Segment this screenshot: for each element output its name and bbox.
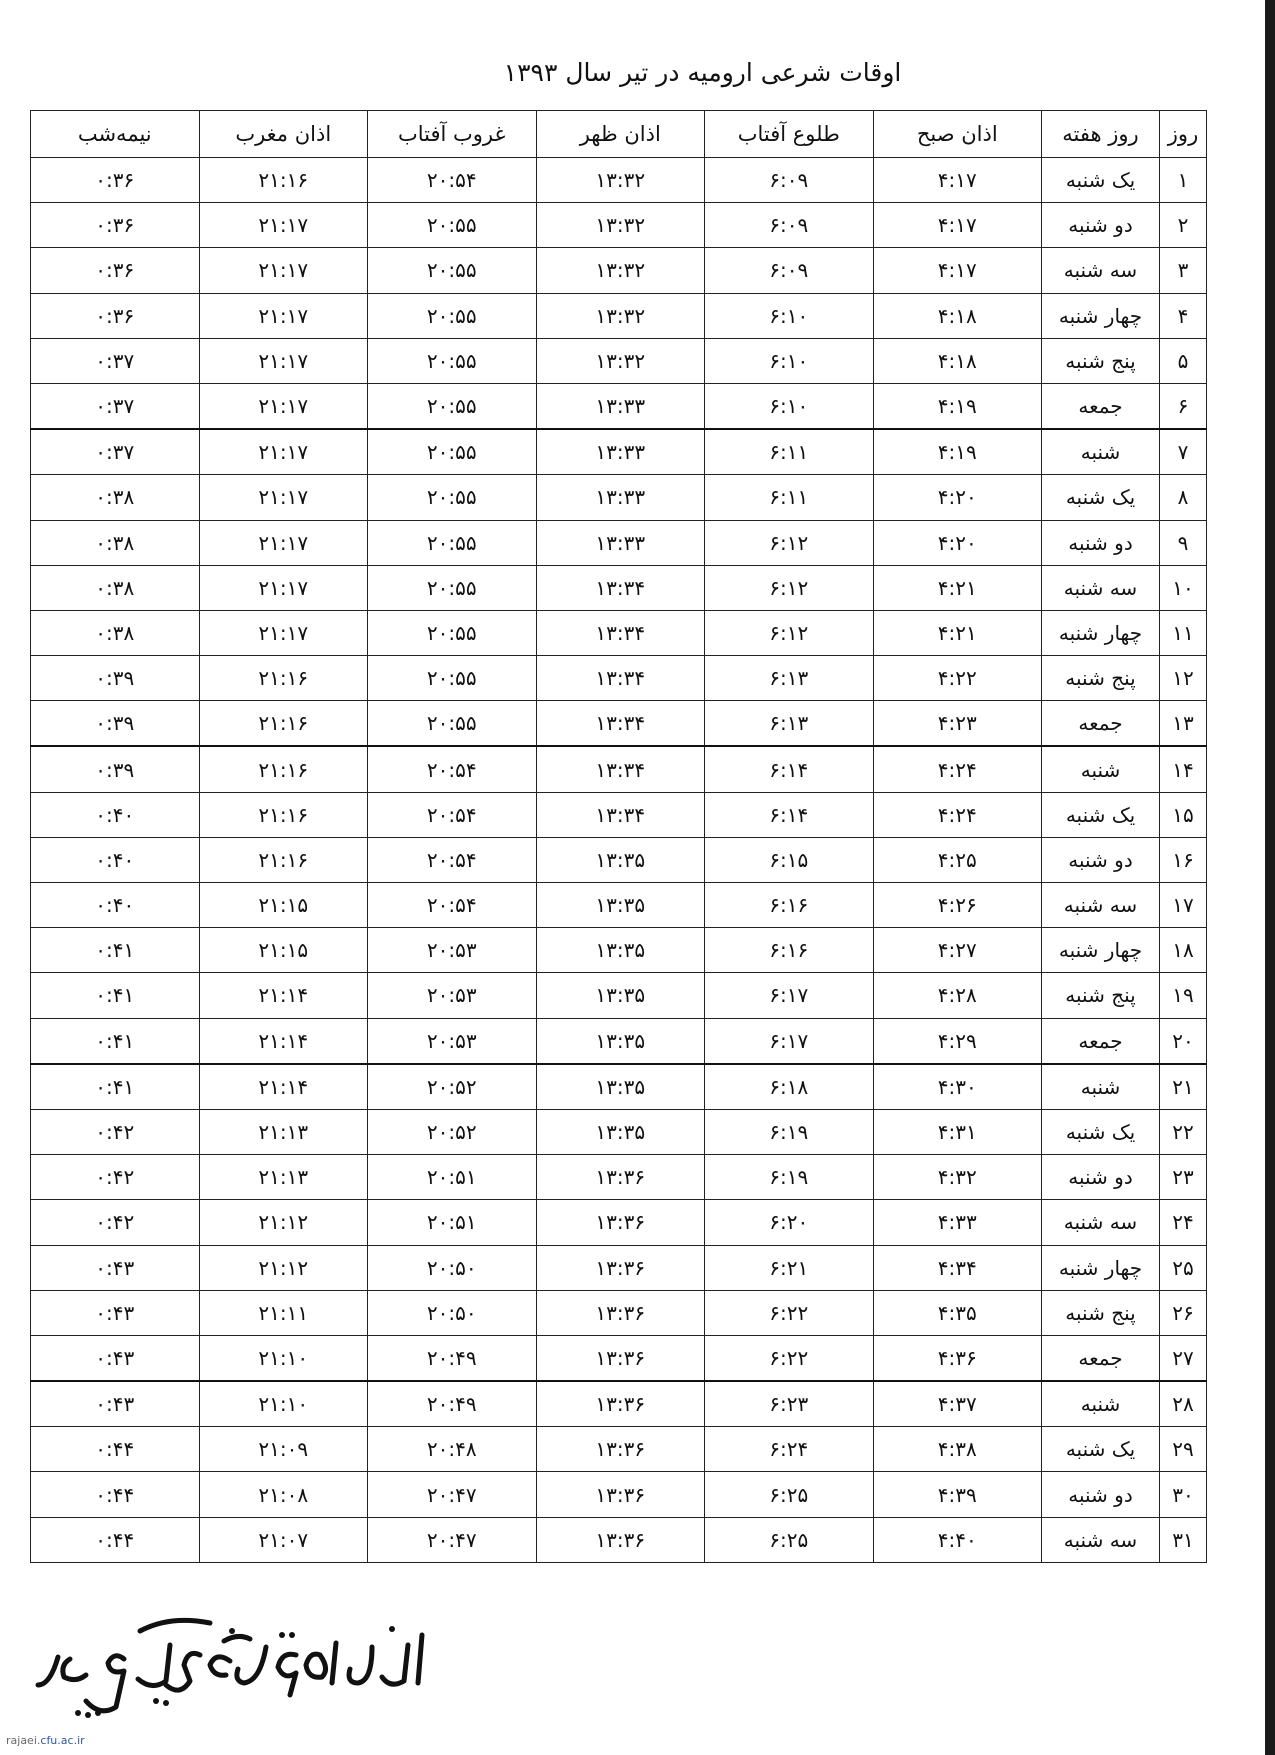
sunrise-cell: ۶:۱۵ [705, 837, 874, 882]
weekday-cell: جمعه [1042, 1018, 1160, 1064]
day-number-cell: ۳۱ [1160, 1517, 1207, 1562]
table-row [31, 248, 1207, 293]
table-row [31, 1245, 1207, 1290]
weekday-cell: سه شنبه [1042, 1200, 1160, 1245]
weekday-cell: یک شنبه [1042, 1427, 1160, 1472]
sunrise-cell: ۶:۲۵ [705, 1517, 874, 1562]
sunset-cell: ۲۰:۵۳ [368, 1018, 537, 1064]
day-number-cell: ۴ [1160, 293, 1207, 338]
sunrise-cell: ۶:۲۵ [705, 1472, 874, 1517]
sunset-cell: ۲۰:۵۳ [368, 973, 537, 1018]
maghrib-cell: ۲۱:۱۷ [199, 475, 368, 520]
midnight-cell: ۰:۳۹ [31, 701, 200, 747]
sunrise-cell: ۶:۱۸ [705, 1064, 874, 1110]
watermark-text: rajaei.cfu.ac.ir [6, 1734, 85, 1747]
table-row [31, 1427, 1207, 1472]
maghrib-cell: ۲۱:۱۷ [199, 203, 368, 248]
sunset-cell: ۲۰:۵۱ [368, 1155, 537, 1200]
sunset-cell: ۲۰:۴۸ [368, 1427, 537, 1472]
midnight-cell: ۰:۴۰ [31, 792, 200, 837]
sunrise-cell: ۶:۱۹ [705, 1155, 874, 1200]
table-row [31, 1200, 1207, 1245]
sunset-cell: ۲۰:۵۴ [368, 746, 537, 792]
dhuhr-cell: ۱۳:۳۲ [536, 158, 705, 203]
fajr-cell: ۴:۴۰ [873, 1517, 1042, 1562]
fajr-cell: ۴:۱۷ [873, 158, 1042, 203]
day-number-cell: ۱۸ [1160, 928, 1207, 973]
scan-edge [1265, 0, 1275, 1755]
sunset-cell: ۲۰:۵۴ [368, 837, 537, 882]
weekday-cell: دو شنبه [1042, 1155, 1160, 1200]
maghrib-cell: ۲۱:۱۲ [199, 1200, 368, 1245]
fajr-cell: ۴:۲۰ [873, 520, 1042, 565]
dhuhr-cell: ۱۳:۳۵ [536, 883, 705, 928]
dhuhr-cell: ۱۳:۳۴ [536, 565, 705, 610]
maghrib-cell: ۲۱:۱۷ [199, 293, 368, 338]
table-row [31, 1155, 1207, 1200]
day-number-cell: ۱۱ [1160, 610, 1207, 655]
fajr-cell: ۴:۳۹ [873, 1472, 1042, 1517]
sunrise-cell: ۶:۰۹ [705, 158, 874, 203]
sunset-cell: ۲۰:۴۷ [368, 1517, 537, 1562]
table-row [31, 383, 1207, 429]
table-row [31, 792, 1207, 837]
sunrise-cell: ۶:۱۴ [705, 746, 874, 792]
maghrib-cell: ۲۱:۱۷ [199, 338, 368, 383]
weekday-cell: چهار شنبه [1042, 1245, 1160, 1290]
sunset-cell: ۲۰:۵۵ [368, 429, 537, 475]
sunrise-cell: ۶:۱۹ [705, 1109, 874, 1154]
maghrib-cell: ۲۱:۱۶ [199, 837, 368, 882]
fajr-cell: ۴:۲۳ [873, 701, 1042, 747]
maghrib-cell: ۲۱:۱۵ [199, 883, 368, 928]
fajr-cell: ۴:۱۹ [873, 429, 1042, 475]
day-number-cell: ۱۲ [1160, 656, 1207, 701]
sunrise-cell: ۶:۱۷ [705, 973, 874, 1018]
sunset-cell: ۲۰:۵۵ [368, 565, 537, 610]
fajr-cell: ۴:۱۹ [873, 383, 1042, 429]
sunset-cell: ۲۰:۵۳ [368, 928, 537, 973]
sunset-cell: ۲۰:۵۵ [368, 248, 537, 293]
weekday-cell: شنبه [1042, 429, 1160, 475]
header-midnight: نیمه‌شب [31, 111, 200, 158]
fajr-cell: ۴:۲۱ [873, 610, 1042, 655]
day-number-cell: ۲۴ [1160, 1200, 1207, 1245]
maghrib-cell: ۲۱:۱۵ [199, 928, 368, 973]
weekday-cell: پنج شنبه [1042, 656, 1160, 701]
midnight-cell: ۰:۴۳ [31, 1335, 200, 1381]
dhuhr-cell: ۱۳:۳۵ [536, 1064, 705, 1110]
sunrise-cell: ۶:۱۱ [705, 429, 874, 475]
fajr-cell: ۴:۳۷ [873, 1381, 1042, 1427]
table-row [31, 1335, 1207, 1381]
midnight-cell: ۰:۴۴ [31, 1472, 200, 1517]
weekday-cell: شنبه [1042, 1381, 1160, 1427]
dhuhr-cell: ۱۳:۳۴ [536, 701, 705, 747]
fajr-cell: ۴:۲۵ [873, 837, 1042, 882]
day-number-cell: ۱ [1160, 158, 1207, 203]
day-number-cell: ۲۳ [1160, 1155, 1207, 1200]
weekday-cell: دو شنبه [1042, 1472, 1160, 1517]
fajr-cell: ۴:۲۴ [873, 746, 1042, 792]
fajr-cell: ۴:۳۸ [873, 1427, 1042, 1472]
maghrib-cell: ۲۱:۱۷ [199, 520, 368, 565]
day-number-cell: ۱۹ [1160, 973, 1207, 1018]
header-sunset: غروب آفتاب [368, 111, 537, 158]
midnight-cell: ۰:۴۰ [31, 883, 200, 928]
sunrise-cell: ۶:۱۶ [705, 883, 874, 928]
weekday-cell: جمعه [1042, 701, 1160, 747]
sunset-cell: ۲۰:۵۵ [368, 338, 537, 383]
weekday-cell: یک شنبه [1042, 158, 1160, 203]
dhuhr-cell: ۱۳:۳۴ [536, 610, 705, 655]
table-row [31, 1472, 1207, 1517]
fajr-cell: ۴:۱۷ [873, 248, 1042, 293]
maghrib-cell: ۲۱:۱۲ [199, 1245, 368, 1290]
sunset-cell: ۲۰:۵۵ [368, 610, 537, 655]
day-number-cell: ۸ [1160, 475, 1207, 520]
fajr-cell: ۴:۳۳ [873, 1200, 1042, 1245]
fajr-cell: ۴:۲۲ [873, 656, 1042, 701]
midnight-cell: ۰:۳۹ [31, 656, 200, 701]
weekday-cell: دو شنبه [1042, 837, 1160, 882]
dhuhr-cell: ۱۳:۳۶ [536, 1427, 705, 1472]
weekday-cell: یک شنبه [1042, 475, 1160, 520]
table-row [31, 973, 1207, 1018]
day-number-cell: ۲۲ [1160, 1109, 1207, 1154]
table-row [31, 429, 1207, 475]
midnight-cell: ۰:۴۳ [31, 1381, 200, 1427]
dhuhr-cell: ۱۳:۳۶ [536, 1245, 705, 1290]
table-row [31, 837, 1207, 882]
dhuhr-cell: ۱۳:۳۵ [536, 837, 705, 882]
header-day: روز [1160, 111, 1207, 158]
fajr-cell: ۴:۳۱ [873, 1109, 1042, 1154]
fajr-cell: ۴:۳۰ [873, 1064, 1042, 1110]
sunrise-cell: ۶:۱۰ [705, 383, 874, 429]
sunrise-cell: ۶:۲۲ [705, 1290, 874, 1335]
day-number-cell: ۲۵ [1160, 1245, 1207, 1290]
table-row [31, 1018, 1207, 1064]
midnight-cell: ۰:۳۷ [31, 429, 200, 475]
table-row [31, 565, 1207, 610]
maghrib-cell: ۲۱:۱۳ [199, 1109, 368, 1154]
sunrise-cell: ۶:۱۱ [705, 475, 874, 520]
table-row [31, 928, 1207, 973]
sunset-cell: ۲۰:۵۴ [368, 158, 537, 203]
weekday-cell: جمعه [1042, 1335, 1160, 1381]
weekday-cell: سه شنبه [1042, 248, 1160, 293]
maghrib-cell: ۲۱:۱۱ [199, 1290, 368, 1335]
fajr-cell: ۴:۲۷ [873, 928, 1042, 973]
sunset-cell: ۲۰:۵۵ [368, 293, 537, 338]
day-number-cell: ۱۵ [1160, 792, 1207, 837]
maghrib-cell: ۲۱:۰۸ [199, 1472, 368, 1517]
dhuhr-cell: ۱۳:۳۲ [536, 248, 705, 293]
table-row [31, 656, 1207, 701]
sunset-cell: ۲۰:۵۰ [368, 1290, 537, 1335]
sunrise-cell: ۶:۱۴ [705, 792, 874, 837]
sunrise-cell: ۶:۱۲ [705, 610, 874, 655]
midnight-cell: ۰:۳۹ [31, 746, 200, 792]
maghrib-cell: ۲۱:۱۶ [199, 701, 368, 747]
table-row [31, 746, 1207, 792]
midnight-cell: ۰:۴۱ [31, 928, 200, 973]
header-weekday: روز هفته [1042, 111, 1160, 158]
weekday-cell: سه شنبه [1042, 1517, 1160, 1562]
maghrib-cell: ۲۱:۱۶ [199, 792, 368, 837]
midnight-cell: ۰:۳۷ [31, 383, 200, 429]
sunrise-cell: ۶:۱۷ [705, 1018, 874, 1064]
page-title: اوقات شرعی ارومیه در تیر سال ۱۳۹۳ [503, 58, 902, 87]
weekday-cell: یک شنبه [1042, 792, 1160, 837]
sunrise-cell: ۶:۱۳ [705, 656, 874, 701]
table-row [31, 293, 1207, 338]
sunrise-cell: ۶:۲۴ [705, 1427, 874, 1472]
day-number-cell: ۳۰ [1160, 1472, 1207, 1517]
table-row [31, 1109, 1207, 1154]
dhuhr-cell: ۱۳:۳۲ [536, 203, 705, 248]
midnight-cell: ۰:۳۸ [31, 610, 200, 655]
dhuhr-cell: ۱۳:۳۲ [536, 338, 705, 383]
dhuhr-cell: ۱۳:۳۳ [536, 383, 705, 429]
dhuhr-cell: ۱۳:۳۶ [536, 1381, 705, 1427]
sunset-cell: ۲۰:۵۱ [368, 1200, 537, 1245]
table-row [31, 701, 1207, 747]
sunset-cell: ۲۰:۵۵ [368, 383, 537, 429]
header-dhuhr: اذان ظهر [536, 111, 705, 158]
fajr-cell: ۴:۳۵ [873, 1290, 1042, 1335]
dhuhr-cell: ۱۳:۳۴ [536, 656, 705, 701]
fajr-cell: ۴:۲۹ [873, 1018, 1042, 1064]
table-row [31, 158, 1207, 203]
day-number-cell: ۳ [1160, 248, 1207, 293]
maghrib-cell: ۲۱:۱۳ [199, 1155, 368, 1200]
dhuhr-cell: ۱۳:۳۶ [536, 1290, 705, 1335]
midnight-cell: ۰:۳۶ [31, 158, 200, 203]
maghrib-cell: ۲۱:۱۰ [199, 1335, 368, 1381]
maghrib-cell: ۲۱:۱۷ [199, 565, 368, 610]
day-number-cell: ۲۷ [1160, 1335, 1207, 1381]
maghrib-cell: ۲۱:۱۷ [199, 383, 368, 429]
maghrib-cell: ۲۱:۱۶ [199, 158, 368, 203]
sunrise-cell: ۶:۲۱ [705, 1245, 874, 1290]
sunset-cell: ۲۰:۵۴ [368, 792, 537, 837]
fajr-cell: ۴:۳۴ [873, 1245, 1042, 1290]
maghrib-cell: ۲۱:۱۴ [199, 973, 368, 1018]
weekday-cell: چهار شنبه [1042, 293, 1160, 338]
midnight-cell: ۰:۴۲ [31, 1200, 200, 1245]
day-number-cell: ۲۶ [1160, 1290, 1207, 1335]
day-number-cell: ۲ [1160, 203, 1207, 248]
sunrise-cell: ۶:۰۹ [705, 248, 874, 293]
fajr-cell: ۴:۲۶ [873, 883, 1042, 928]
weekday-cell: سه شنبه [1042, 883, 1160, 928]
weekday-cell: پنج شنبه [1042, 1290, 1160, 1335]
table-row [31, 1064, 1207, 1110]
sunrise-cell: ۶:۱۲ [705, 520, 874, 565]
maghrib-cell: ۲۱:۱۴ [199, 1064, 368, 1110]
sunset-cell: ۲۰:۵۰ [368, 1245, 537, 1290]
sunset-cell: ۲۰:۴۹ [368, 1335, 537, 1381]
fajr-cell: ۴:۱۷ [873, 203, 1042, 248]
dhuhr-cell: ۱۳:۳۳ [536, 520, 705, 565]
sunset-cell: ۲۰:۵۴ [368, 883, 537, 928]
day-number-cell: ۱۴ [1160, 746, 1207, 792]
dhuhr-cell: ۱۳:۳۵ [536, 1018, 705, 1064]
dhuhr-cell: ۱۳:۳۶ [536, 1155, 705, 1200]
day-number-cell: ۵ [1160, 338, 1207, 383]
day-number-cell: ۱۷ [1160, 883, 1207, 928]
midnight-cell: ۰:۳۸ [31, 565, 200, 610]
midnight-cell: ۰:۳۶ [31, 293, 200, 338]
fajr-cell: ۴:۲۰ [873, 475, 1042, 520]
sunset-cell: ۲۰:۴۹ [368, 1381, 537, 1427]
dhuhr-cell: ۱۳:۳۳ [536, 475, 705, 520]
sunset-cell: ۲۰:۵۵ [368, 203, 537, 248]
header-fajr: اذان صبح [873, 111, 1042, 158]
maghrib-cell: ۲۱:۱۷ [199, 248, 368, 293]
dhuhr-cell: ۱۳:۳۶ [536, 1200, 705, 1245]
day-number-cell: ۲۱ [1160, 1064, 1207, 1110]
table-row [31, 338, 1207, 383]
sunset-cell: ۲۰:۵۵ [368, 701, 537, 747]
weekday-cell: شنبه [1042, 746, 1160, 792]
maghrib-cell: ۲۱:۱۶ [199, 746, 368, 792]
dhuhr-cell: ۱۳:۳۵ [536, 1109, 705, 1154]
maghrib-cell: ۲۱:۱۶ [199, 656, 368, 701]
midnight-cell: ۰:۳۷ [31, 338, 200, 383]
sunset-cell: ۲۰:۴۷ [368, 1472, 537, 1517]
midnight-cell: ۰:۴۲ [31, 1109, 200, 1154]
table-body [31, 158, 1207, 1563]
header-maghrib: اذان مغرب [199, 111, 368, 158]
midnight-cell: ۰:۴۳ [31, 1245, 200, 1290]
dhuhr-cell: ۱۳:۳۴ [536, 746, 705, 792]
table-row [31, 1290, 1207, 1335]
day-number-cell: ۱۰ [1160, 565, 1207, 610]
table-row [31, 1517, 1207, 1562]
midnight-cell: ۰:۳۶ [31, 203, 200, 248]
sunrise-cell: ۶:۰۹ [705, 203, 874, 248]
dhuhr-cell: ۱۳:۳۵ [536, 928, 705, 973]
sunrise-cell: ۶:۱۰ [705, 338, 874, 383]
midnight-cell: ۰:۳۸ [31, 475, 200, 520]
dhuhr-cell: ۱۳:۳۶ [536, 1472, 705, 1517]
dhuhr-cell: ۱۳:۳۴ [536, 792, 705, 837]
sunrise-cell: ۶:۱۳ [705, 701, 874, 747]
fajr-cell: ۴:۲۸ [873, 973, 1042, 1018]
weekday-cell: چهار شنبه [1042, 928, 1160, 973]
midnight-cell: ۰:۴۰ [31, 837, 200, 882]
table-header-row [31, 111, 1207, 158]
sunrise-cell: ۶:۲۲ [705, 1335, 874, 1381]
sunrise-cell: ۶:۲۰ [705, 1200, 874, 1245]
maghrib-cell: ۲۱:۱۴ [199, 1018, 368, 1064]
maghrib-cell: ۲۱:۰۹ [199, 1427, 368, 1472]
table-row [31, 1381, 1207, 1427]
midnight-cell: ۰:۴۴ [31, 1517, 200, 1562]
midnight-cell: ۰:۳۸ [31, 520, 200, 565]
midnight-cell: ۰:۴۱ [31, 973, 200, 1018]
dhuhr-cell: ۱۳:۳۲ [536, 293, 705, 338]
sunset-cell: ۲۰:۵۲ [368, 1064, 537, 1110]
day-number-cell: ۲۸ [1160, 1381, 1207, 1427]
weekday-cell: یک شنبه [1042, 1109, 1160, 1154]
header-sunrise: طلوع آفتاب [705, 111, 874, 158]
midnight-cell: ۰:۴۴ [31, 1427, 200, 1472]
midnight-cell: ۰:۴۳ [31, 1290, 200, 1335]
dhuhr-cell: ۱۳:۳۶ [536, 1517, 705, 1562]
sunset-cell: ۲۰:۵۵ [368, 475, 537, 520]
maghrib-cell: ۲۱:۱۷ [199, 429, 368, 475]
day-number-cell: ۲۰ [1160, 1018, 1207, 1064]
sunset-cell: ۲۰:۵۲ [368, 1109, 537, 1154]
dhuhr-cell: ۱۳:۳۵ [536, 973, 705, 1018]
dhuhr-cell: ۱۳:۳۶ [536, 1335, 705, 1381]
fajr-cell: ۴:۱۸ [873, 338, 1042, 383]
midnight-cell: ۰:۴۱ [31, 1018, 200, 1064]
fajr-cell: ۴:۳۲ [873, 1155, 1042, 1200]
sunset-cell: ۲۰:۵۵ [368, 656, 537, 701]
day-number-cell: ۹ [1160, 520, 1207, 565]
sunrise-cell: ۶:۱۲ [705, 565, 874, 610]
day-number-cell: ۶ [1160, 383, 1207, 429]
weekday-cell: دو شنبه [1042, 520, 1160, 565]
fajr-cell: ۴:۳۶ [873, 1335, 1042, 1381]
weekday-cell: دو شنبه [1042, 203, 1160, 248]
sunrise-cell: ۶:۱۰ [705, 293, 874, 338]
weekday-cell: سه شنبه [1042, 565, 1160, 610]
fajr-cell: ۴:۱۸ [873, 293, 1042, 338]
midnight-cell: ۰:۳۶ [31, 248, 200, 293]
maghrib-cell: ۲۱:۰۷ [199, 1517, 368, 1562]
midnight-cell: ۰:۴۲ [31, 1155, 200, 1200]
weekday-cell: پنج شنبه [1042, 973, 1160, 1018]
sunset-cell: ۲۰:۵۵ [368, 520, 537, 565]
day-number-cell: ۱۶ [1160, 837, 1207, 882]
weekday-cell: چهار شنبه [1042, 610, 1160, 655]
day-number-cell: ۲۹ [1160, 1427, 1207, 1472]
fajr-cell: ۴:۲۱ [873, 565, 1042, 610]
table-row [31, 203, 1207, 248]
day-number-cell: ۷ [1160, 429, 1207, 475]
table-row [31, 883, 1207, 928]
prayer-times-table [30, 110, 1207, 1563]
table-row [31, 610, 1207, 655]
table-row [31, 520, 1207, 565]
sunrise-cell: ۶:۲۳ [705, 1381, 874, 1427]
table-row [31, 475, 1207, 520]
fajr-cell: ۴:۲۴ [873, 792, 1042, 837]
day-number-cell: ۱۳ [1160, 701, 1207, 747]
maghrib-cell: ۲۱:۱۷ [199, 610, 368, 655]
weekday-cell: جمعه [1042, 383, 1160, 429]
sunrise-cell: ۶:۱۶ [705, 928, 874, 973]
midnight-cell: ۰:۴۱ [31, 1064, 200, 1110]
weekday-cell: پنج شنبه [1042, 338, 1160, 383]
weekday-cell: شنبه [1042, 1064, 1160, 1110]
maghrib-cell: ۲۱:۱۰ [199, 1381, 368, 1427]
signature-image [20, 1585, 450, 1735]
dhuhr-cell: ۱۳:۳۳ [536, 429, 705, 475]
